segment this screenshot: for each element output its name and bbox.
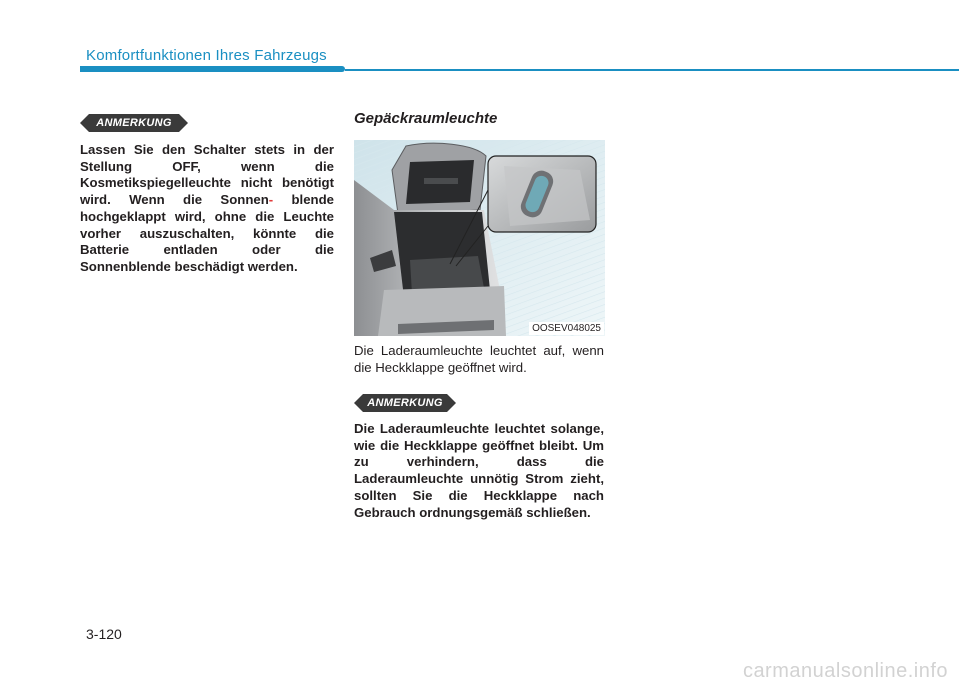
section-body: Die Laderaumleuchte leuchtet auf, wenn die Heckklappe geöffnet wird. [354, 343, 604, 375]
note-badge-right-label: ANMERKUNG [367, 397, 443, 409]
note-badge-left [80, 114, 188, 132]
note-text-left-rest: blende hochgeklappt wird, ohne die Leuchte vorher auszuschalten, könnte die Batterie entladen oder die Sonnenblende beschädigt werden. [80, 192, 334, 274]
note-badge-right [354, 394, 456, 412]
page-number: 3-120 [86, 626, 122, 642]
note-badge-left-label: ANMERKUNG [96, 117, 172, 129]
cargo-light-figure [354, 140, 605, 336]
note-text-right: Die Laderaumleuchte leuchtet solange, wie die Heckklappe geöffnet bleibt. Um zu verhindern, dass die Laderaumleuchte unnötig Strom zieht, sollten Sie die Heckklappe nach Gebrauch ordnungsgemäß schließen. [354, 421, 604, 520]
figure-code: OOSEV048025 [529, 322, 604, 335]
hyphen-mark: - [268, 192, 274, 208]
note-text-left [80, 142, 334, 276]
header-rule [345, 69, 959, 71]
watermark: carmanualsonline.info [742, 660, 948, 682]
note-text-left-main: Lassen Sie den Schalter stets in der Stellung OFF, wenn die Kosmetikspiegelleuchte nicht benötigt wird. Wenn die Sonnen [80, 142, 334, 208]
section-heading: Gepäckraumleuchte [354, 110, 498, 127]
header-title: Komfortfunktionen Ihres Fahrzeugs [86, 47, 327, 64]
header-tab [80, 66, 345, 72]
